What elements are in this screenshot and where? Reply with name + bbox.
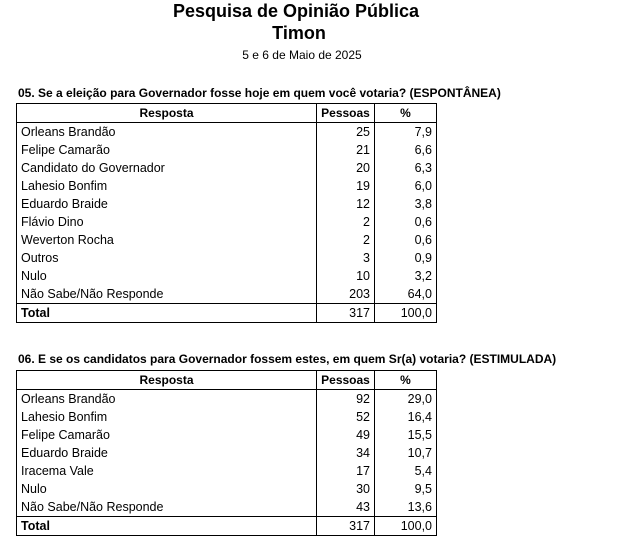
column-header-resposta: Resposta — [17, 371, 317, 390]
cell-pessoas: 52 — [317, 408, 375, 426]
table-row — [17, 231, 437, 249]
cell-resposta: Candidato do Governador — [17, 159, 317, 177]
cell-pessoas: 43 — [317, 498, 375, 517]
cell-resposta: Outros — [17, 249, 317, 267]
table-row — [17, 195, 437, 213]
cell-percent: 3,2 — [375, 267, 437, 285]
cell-resposta: Lahesio Bonfim — [17, 408, 317, 426]
cell-percent: 5,4 — [375, 462, 437, 480]
cell-pessoas: 3 — [317, 249, 375, 267]
report-city: Timon — [272, 23, 326, 43]
cell-percent: 6,6 — [375, 141, 437, 159]
cell-percent: 7,9 — [375, 123, 437, 142]
table-row — [17, 249, 437, 267]
column-header-percent: % — [375, 104, 437, 123]
question-06-title: 06. E se os candidatos para Governador fossem estes, em quem Sr(a) votaria? (ESTIMULADA) — [18, 352, 557, 366]
cell-percent: 6,3 — [375, 159, 437, 177]
cell-percent: 16,4 — [375, 408, 437, 426]
cell-percent: 3,8 — [375, 195, 437, 213]
cell-percent: 15,5 — [375, 426, 437, 444]
cell-percent: 64,0 — [375, 285, 437, 304]
cell-resposta: Felipe Camarão — [17, 141, 317, 159]
table-row — [17, 498, 437, 517]
table-row — [17, 267, 437, 285]
table-row — [17, 426, 437, 444]
cell-percent: 0,6 — [375, 231, 437, 249]
cell-percent: 6,0 — [375, 177, 437, 195]
cell-percent: 0,6 — [375, 213, 437, 231]
table-row — [17, 444, 437, 462]
table-row — [17, 213, 437, 231]
cell-pessoas: 30 — [317, 480, 375, 498]
cell-pessoas: 317 — [317, 304, 375, 323]
cell-percent: 0,9 — [375, 249, 437, 267]
cell-resposta: Orleans Brandão — [17, 123, 317, 142]
table-row — [17, 159, 437, 177]
cell-resposta: Total — [17, 517, 317, 536]
cell-pessoas: 10 — [317, 267, 375, 285]
table-row — [17, 390, 437, 409]
cell-pessoas: 34 — [317, 444, 375, 462]
total-row — [17, 517, 437, 536]
cell-pessoas: 17 — [317, 462, 375, 480]
cell-pessoas: 20 — [317, 159, 375, 177]
cell-pessoas: 21 — [317, 141, 375, 159]
cell-resposta: Não Sabe/Não Responde — [17, 498, 317, 517]
table-row — [17, 462, 437, 480]
cell-pessoas: 25 — [317, 123, 375, 142]
cell-pessoas: 2 — [317, 231, 375, 249]
report-title: Pesquisa de Opinião Pública — [172, 1, 420, 21]
table-row — [17, 123, 437, 142]
cell-resposta: Eduardo Braide — [17, 195, 317, 213]
cell-resposta: Iracema Vale — [17, 462, 317, 480]
table-row — [17, 408, 437, 426]
cell-resposta: Nulo — [17, 480, 317, 498]
question-05-table — [16, 103, 437, 323]
question-05-title: 05. Se a eleição para Governador fosse hoje em quem você votaria? (ESPONTÂNEA) — [18, 86, 501, 100]
cell-percent: 29,0 — [375, 390, 437, 409]
cell-pessoas: 19 — [317, 177, 375, 195]
table-header-row — [17, 104, 437, 123]
cell-resposta: Eduardo Braide — [17, 444, 317, 462]
cell-pessoas: 2 — [317, 213, 375, 231]
cell-pessoas: 317 — [317, 517, 375, 536]
table-header-row — [17, 371, 437, 390]
table-row — [17, 480, 437, 498]
cell-percent: 13,6 — [375, 498, 437, 517]
table-row — [17, 141, 437, 159]
cell-pessoas: 92 — [317, 390, 375, 409]
cell-percent: 100,0 — [375, 304, 437, 323]
cell-pessoas: 12 — [317, 195, 375, 213]
cell-resposta: Felipe Camarão — [17, 426, 317, 444]
column-header-resposta: Resposta — [17, 104, 317, 123]
table-row — [17, 285, 437, 304]
total-row — [17, 304, 437, 323]
cell-percent: 10,7 — [375, 444, 437, 462]
cell-resposta: Orleans Brandão — [17, 390, 317, 409]
cell-resposta: Lahesio Bonfim — [17, 177, 317, 195]
cell-resposta: Nulo — [17, 267, 317, 285]
cell-resposta: Weverton Rocha — [17, 231, 317, 249]
cell-percent: 100,0 — [375, 517, 437, 536]
column-header-pessoas: Pessoas — [317, 371, 375, 390]
cell-resposta: Total — [17, 304, 317, 323]
cell-pessoas: 49 — [317, 426, 375, 444]
column-header-pessoas: Pessoas — [317, 104, 375, 123]
report-date: 5 e 6 de Maio de 2025 — [242, 48, 362, 62]
table-row — [17, 177, 437, 195]
cell-pessoas: 203 — [317, 285, 375, 304]
question-06-table — [16, 370, 437, 536]
cell-resposta: Não Sabe/Não Responde — [17, 285, 317, 304]
column-header-percent: % — [375, 371, 437, 390]
cell-resposta: Flávio Dino — [17, 213, 317, 231]
cell-percent: 9,5 — [375, 480, 437, 498]
